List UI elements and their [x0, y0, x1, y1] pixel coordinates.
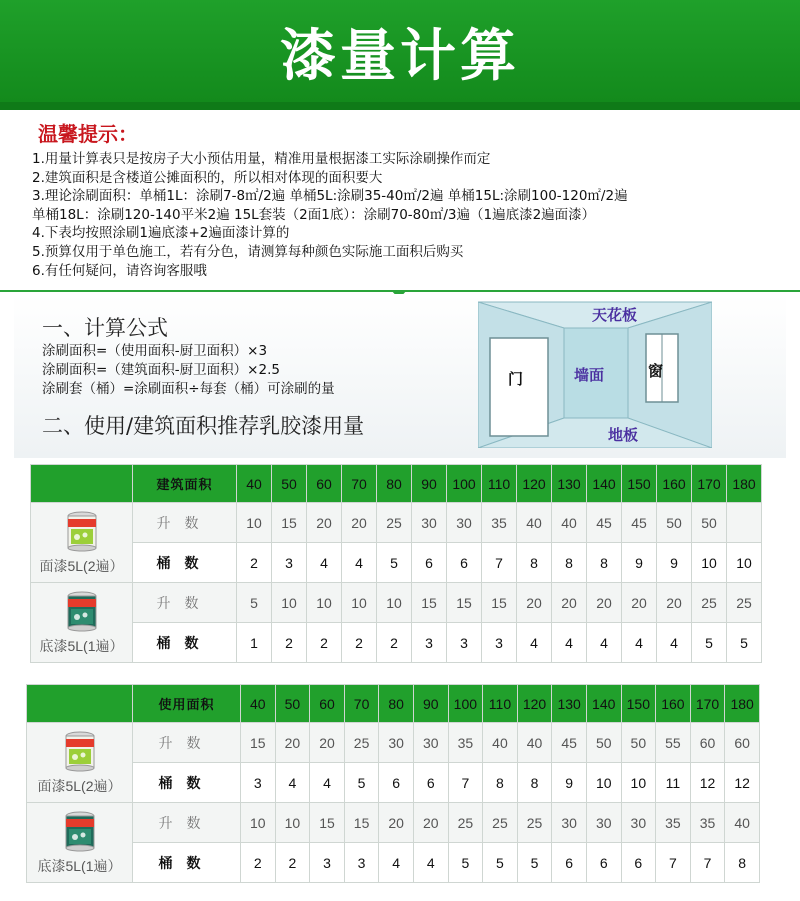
liters-value: 45 — [587, 503, 622, 543]
buckets-value: 4 — [517, 623, 552, 663]
buckets-value: 8 — [517, 763, 552, 803]
buckets-value: 3 — [447, 623, 482, 663]
product-name: 面漆5L(2遍） — [39, 557, 124, 574]
table-row — [27, 763, 760, 803]
area-value: 50 — [275, 685, 310, 723]
buckets-value: 2 — [377, 623, 412, 663]
formula-line: 涂刷面积=（使用面积-厨卫面积）×3 — [42, 343, 268, 359]
liters-value: 35 — [482, 503, 517, 543]
area-value: 100 — [447, 465, 482, 503]
buckets-value: 4 — [310, 763, 345, 803]
buckets-value: 4 — [342, 543, 377, 583]
tip-line: 2.建筑面积是含楼道公摊面积的，所以相对体现的面积要大 — [32, 169, 383, 186]
liters-value: 10 — [342, 583, 377, 623]
area-value: 170 — [690, 685, 725, 723]
topcoat-can-icon — [61, 510, 103, 552]
area-value: 130 — [552, 465, 587, 503]
liters-value: 50 — [657, 503, 692, 543]
liters-value: 20 — [413, 803, 448, 843]
buckets-value: 2 — [275, 843, 310, 883]
liters-value: 15 — [412, 583, 447, 623]
liters-value: 45 — [552, 723, 587, 763]
section1-title: 一、计算公式 — [42, 316, 168, 340]
buckets-value: 6 — [379, 763, 414, 803]
area-value: 60 — [307, 465, 342, 503]
area-value: 100 — [448, 685, 483, 723]
tip-line: 5.预算仅用于单色施工，若有分色，请测算每种颜色实际施工面积后购买 — [32, 243, 464, 260]
liters-value: 10 — [275, 803, 310, 843]
area-value: 160 — [657, 465, 692, 503]
formula-line: 涂刷套（桶）=涂刷面积÷每套（桶）可涂刷的量 — [42, 381, 335, 397]
liters-value: 35 — [656, 803, 691, 843]
liters-value: 25 — [377, 503, 412, 543]
liters-value: 55 — [656, 723, 691, 763]
buckets-value: 10 — [692, 543, 727, 583]
liters-value: 15 — [310, 803, 345, 843]
area-value: 110 — [483, 685, 518, 723]
liters-label: 升数 — [133, 503, 237, 543]
liters-value: 30 — [447, 503, 482, 543]
buckets-value: 10 — [586, 763, 621, 803]
liters-value: 50 — [692, 503, 727, 543]
buckets-value: 4 — [307, 543, 342, 583]
buckets-value: 5 — [377, 543, 412, 583]
liters-value: 40 — [483, 723, 518, 763]
buckets-value: 6 — [412, 543, 447, 583]
liters-value: 25 — [727, 583, 762, 623]
area-value: 60 — [310, 685, 345, 723]
tip-line: 1.用量计算表只是按房子大小预估用量，精准用量根据漆工实际涂刷操作而定 — [32, 151, 491, 167]
buckets-value: 5 — [483, 843, 518, 883]
liters-value: 10 — [307, 583, 342, 623]
room-diagram — [478, 300, 712, 448]
table-row — [31, 583, 762, 623]
buckets-value: 11 — [656, 763, 691, 803]
liters-value: 25 — [448, 803, 483, 843]
buckets-value: 6 — [552, 843, 587, 883]
formula-list — [42, 342, 335, 399]
liters-value: 20 — [517, 583, 552, 623]
liters-value: 20 — [657, 583, 692, 623]
buckets-value: 8 — [725, 843, 760, 883]
buckets-value: 5 — [692, 623, 727, 663]
area-value: 80 — [379, 685, 414, 723]
liters-value: 40 — [552, 503, 587, 543]
area-value: 80 — [377, 465, 412, 503]
tips-title: 温馨提示： — [38, 122, 138, 146]
buckets-value: 4 — [587, 623, 622, 663]
tip-line: 单桶18L：涂刷120-140平米2遍 15L套装（2面1底）：涂刷70-80㎡/3遍（1遍底漆2遍面漆） — [32, 206, 596, 223]
liters-value: 40 — [517, 503, 552, 543]
buckets-value: 7 — [656, 843, 691, 883]
buckets-value: 6 — [413, 763, 448, 803]
buckets-value: 4 — [622, 623, 657, 663]
liters-label: 升数 — [133, 583, 237, 623]
liters-value: 30 — [413, 723, 448, 763]
table-header-row — [31, 465, 762, 503]
window-label: 窗 — [648, 362, 664, 380]
product-name: 底漆5L(1遍） — [37, 857, 122, 874]
buckets-value: 9 — [622, 543, 657, 583]
buckets-value: 4 — [275, 763, 310, 803]
liters-value: 45 — [622, 503, 657, 543]
buckets-label: 桶数 — [133, 623, 237, 663]
liters-value: 20 — [622, 583, 657, 623]
area-value: 40 — [241, 685, 276, 723]
liters-value: 20 — [552, 583, 587, 623]
primer-can-icon — [61, 590, 103, 632]
liters-value: 20 — [307, 503, 342, 543]
floor-label: 地板 — [608, 426, 639, 444]
buckets-value: 3 — [241, 763, 276, 803]
area-value: 160 — [656, 685, 691, 723]
liters-value: 20 — [379, 803, 414, 843]
area-type-header: 使用面积 — [133, 685, 241, 723]
buckets-value: 7 — [448, 763, 483, 803]
liters-value: 25 — [483, 803, 518, 843]
liters-value: 15 — [344, 803, 379, 843]
buckets-value: 5 — [517, 843, 552, 883]
liters-value: 30 — [621, 803, 656, 843]
buckets-label: 桶数 — [133, 763, 241, 803]
table-row — [27, 803, 760, 843]
buckets-value: 12 — [690, 763, 725, 803]
buckets-value: 3 — [482, 623, 517, 663]
product-name: 底漆5L(1遍） — [39, 637, 124, 654]
table-row — [27, 723, 760, 763]
buckets-value: 8 — [552, 543, 587, 583]
area-value: 130 — [552, 685, 587, 723]
liters-value: 15 — [447, 583, 482, 623]
liters-value: 10 — [272, 583, 307, 623]
liters-value: 25 — [692, 583, 727, 623]
buckets-value: 4 — [413, 843, 448, 883]
buckets-value: 4 — [552, 623, 587, 663]
primer-can-icon — [59, 810, 101, 852]
door-label: 门 — [508, 370, 524, 388]
area-value: 140 — [586, 685, 621, 723]
buckets-value: 5 — [344, 763, 379, 803]
wall-label: 墙面 — [574, 366, 605, 384]
buckets-value: 3 — [412, 623, 447, 663]
buckets-value: 12 — [725, 763, 760, 803]
liters-value: 5 — [237, 583, 272, 623]
product-cell — [27, 803, 133, 883]
area-value: 150 — [622, 465, 657, 503]
liters-value: 20 — [310, 723, 345, 763]
area-value: 40 — [237, 465, 272, 503]
liters-value: 60 — [690, 723, 725, 763]
liters-value: 30 — [379, 723, 414, 763]
page-title: 漆量计算 — [280, 24, 520, 89]
liters-value: 25 — [517, 803, 552, 843]
title-banner — [0, 0, 800, 102]
liters-value: 15 — [272, 503, 307, 543]
formula-line: 涂刷面积=（建筑面积-厨卫面积）×2.5 — [42, 362, 280, 378]
liters-value: 30 — [412, 503, 447, 543]
buckets-value: 2 — [241, 843, 276, 883]
buckets-value: 2 — [307, 623, 342, 663]
buckets-value: 2 — [272, 623, 307, 663]
area-value: 90 — [413, 685, 448, 723]
buckets-value: 5 — [727, 623, 762, 663]
buckets-value: 2 — [342, 623, 377, 663]
liters-value: 50 — [621, 723, 656, 763]
tip-line: 4.下表均按照涂刷1遍底漆+2遍面漆计算的 — [32, 225, 290, 242]
buckets-value: 4 — [379, 843, 414, 883]
buckets-value: 3 — [272, 543, 307, 583]
tip-line: 3.理论涂刷面积：单桶1L：涂刷7-8㎡/2遍 单桶5L:涂刷35-40㎡/2遍 单桶15L:涂刷100-120㎡/2遍 — [32, 188, 628, 205]
table-row — [31, 543, 762, 583]
buckets-value: 10 — [727, 543, 762, 583]
area-type-header: 建筑面积 — [133, 465, 237, 503]
liters-value: 15 — [482, 583, 517, 623]
table-header-row — [27, 685, 760, 723]
buckets-value: 8 — [517, 543, 552, 583]
buckets-value: 9 — [552, 763, 587, 803]
buckets-label: 桶数 — [133, 543, 237, 583]
table-row — [31, 623, 762, 663]
liters-value: 40 — [517, 723, 552, 763]
buckets-value: 2 — [237, 543, 272, 583]
liters-value: 30 — [552, 803, 587, 843]
liters-value: 25 — [344, 723, 379, 763]
product-cell — [27, 723, 133, 803]
area-value: 50 — [272, 465, 307, 503]
product-cell — [31, 583, 133, 663]
building-area-table — [30, 464, 762, 663]
buckets-value: 7 — [482, 543, 517, 583]
area-value: 90 — [412, 465, 447, 503]
table-row — [31, 503, 762, 543]
liters-value: 50 — [586, 723, 621, 763]
area-value: 70 — [342, 465, 377, 503]
area-value: 110 — [482, 465, 517, 503]
area-value: 70 — [344, 685, 379, 723]
tips-list — [32, 150, 628, 280]
header-blank — [31, 465, 133, 503]
liters-value: 40 — [725, 803, 760, 843]
liters-label: 升数 — [133, 803, 241, 843]
usable-area-table — [26, 684, 760, 883]
liters-label: 升数 — [133, 723, 241, 763]
buckets-value: 6 — [447, 543, 482, 583]
buckets-value: 9 — [657, 543, 692, 583]
buckets-value: 5 — [448, 843, 483, 883]
buckets-value: 8 — [587, 543, 622, 583]
liters-value: 20 — [275, 723, 310, 763]
buckets-value: 3 — [344, 843, 379, 883]
buckets-value: 7 — [690, 843, 725, 883]
area-value: 120 — [517, 685, 552, 723]
area-value: 180 — [727, 465, 762, 503]
liters-value: 10 — [377, 583, 412, 623]
area-value: 170 — [692, 465, 727, 503]
buckets-value: 6 — [621, 843, 656, 883]
product-name: 面漆5L(2遍） — [37, 777, 122, 794]
area-value: 140 — [587, 465, 622, 503]
buckets-value: 1 — [237, 623, 272, 663]
buckets-value: 10 — [621, 763, 656, 803]
liters-value — [727, 503, 762, 543]
buckets-value: 3 — [310, 843, 345, 883]
section2-title: 二、使用/建筑面积推荐乳胶漆用量 — [42, 414, 365, 438]
liters-value: 35 — [448, 723, 483, 763]
topcoat-can-icon — [59, 730, 101, 772]
area-value: 120 — [517, 465, 552, 503]
tip-line: 6.有任何疑问，请咨询客服哦 — [32, 262, 207, 279]
table-row — [27, 843, 760, 883]
liters-value: 60 — [725, 723, 760, 763]
liters-value: 20 — [587, 583, 622, 623]
buckets-label: 桶数 — [133, 843, 241, 883]
product-cell — [31, 503, 133, 583]
liters-value: 10 — [237, 503, 272, 543]
buckets-value: 4 — [657, 623, 692, 663]
header-blank — [27, 685, 133, 723]
ceiling-label: 天花板 — [592, 306, 638, 324]
liters-value: 30 — [586, 803, 621, 843]
buckets-value: 8 — [483, 763, 518, 803]
area-value: 150 — [621, 685, 656, 723]
liters-value: 10 — [241, 803, 276, 843]
banner-stripe — [0, 102, 800, 110]
area-value: 180 — [725, 685, 760, 723]
liters-value: 35 — [690, 803, 725, 843]
buckets-value: 6 — [586, 843, 621, 883]
liters-value: 15 — [241, 723, 276, 763]
liters-value: 20 — [342, 503, 377, 543]
